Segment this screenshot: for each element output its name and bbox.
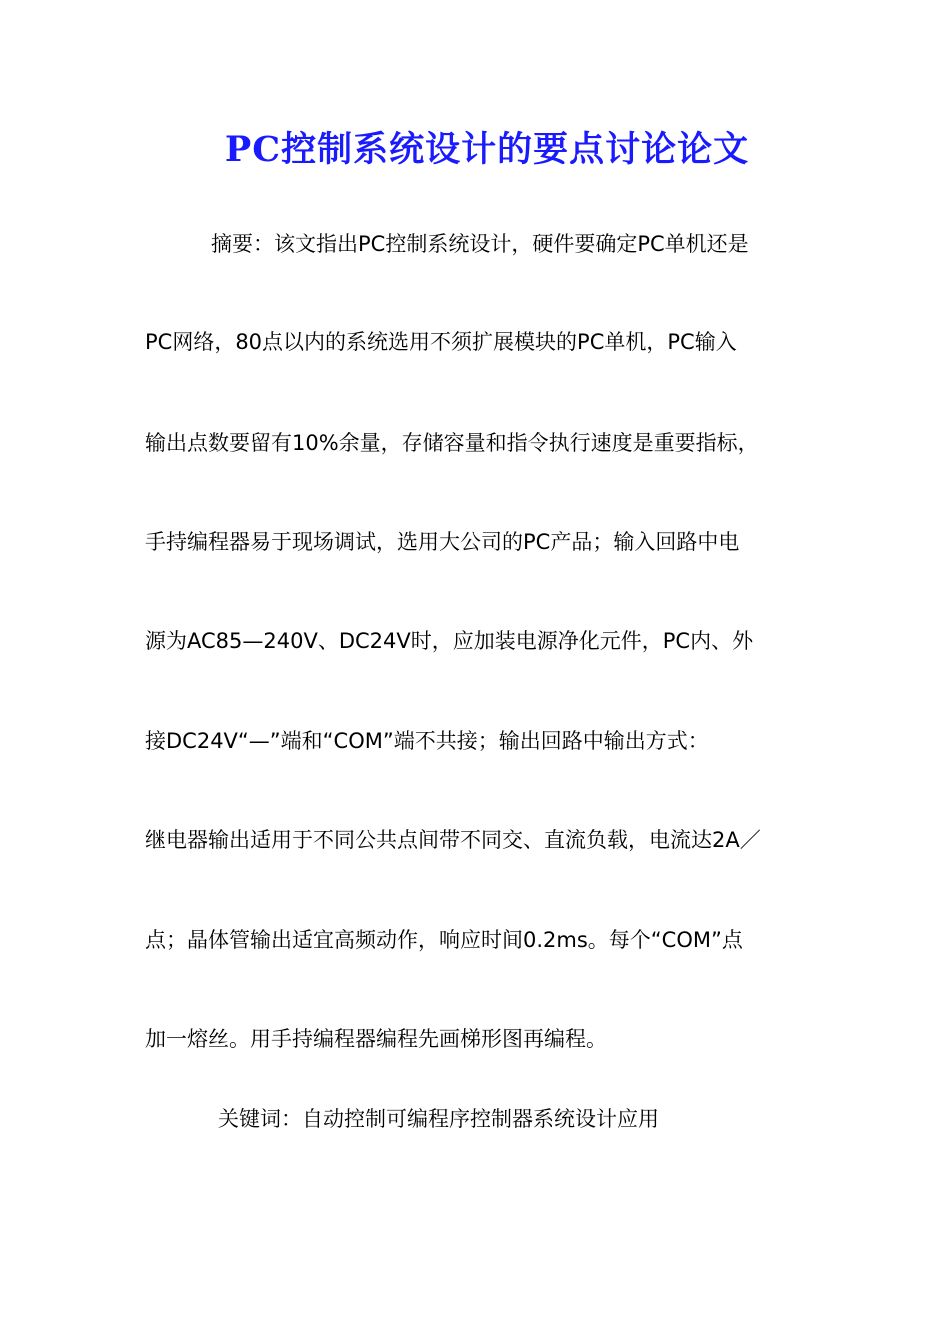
keywords-line: 关键词：自动控制可编程序控制器系统设计应用: [218, 1107, 659, 1131]
abstract-line-6: 接DC24V“—”端和“COM”端不共接；输出回路中输出方式：: [145, 729, 709, 753]
document-title: PC控制系统设计的要点讨论论文: [224, 129, 750, 170]
abstract-line-3: 输出点数要留有10%余量，存储容量和指令执行速度是重要指标，: [145, 431, 759, 455]
abstract-line-8: 点；晶体管输出适宜高频动作，响应时间0.2ms。每个“COM”点: [145, 928, 743, 952]
abstract-line-9: 加一熔丝。用手持编程器编程先画梯形图再编程。: [145, 1027, 607, 1051]
abstract-line-1: 摘要：该文指出PC控制系统设计，硬件要确定PC单机还是: [211, 232, 749, 256]
abstract-line-5: 源为AC85—240V、DC24V时，应加装电源净化元件，PC内、外: [145, 629, 754, 653]
abstract-line-2: PC网络，80点以内的系统选用不须扩展模块的PC单机，PC输入: [145, 330, 737, 354]
abstract-line-4: 手持编程器易于现场调试，选用大公司的PC产品；输入回路中电: [145, 530, 740, 554]
abstract-line-7: 继电器输出适用于不同公共点间带不同交、直流负载，电流达2A／: [145, 828, 761, 852]
